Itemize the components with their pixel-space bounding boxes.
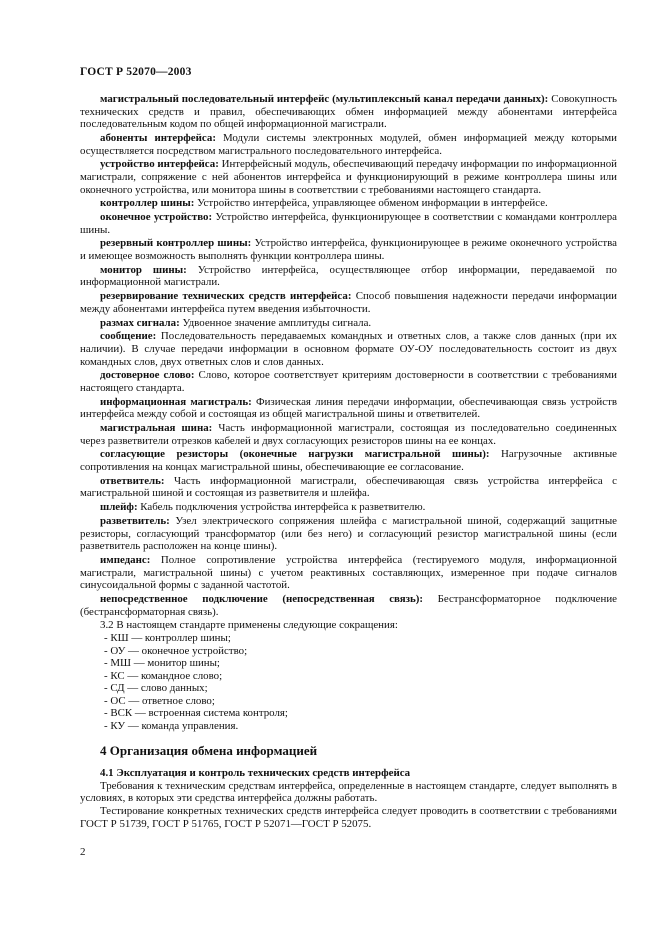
definition-term: импеданс: [100,553,151,566]
definition-paragraph [80,158,617,196]
abbreviation-item: - СД — слово данных; [104,682,208,695]
definition-text: Устройство интерфейса, функционирующее в режиме оконечного устройства и имеющее возможность выполнять функции контроллера шины. [80,237,618,263]
document-header: ГОСТ Р 52070—2003 [80,66,192,78]
definition-text: Устройство интерфейса, функционирующее в соответствии с командами контроллера шины. [80,211,617,236]
definition-text: Модули системы электронных модулей, обмен информацией между которыми осуществляется посредством магистрального последовательного интерфейса. [80,131,618,157]
definition-term: шлейф: [100,501,138,514]
definition-term: резервирование технических средств интерфейса: [100,290,352,303]
definition-text: Часть информационной магистрали, обеспечивающая связь устройства интерфейса с магистральной шиной и состоящая из разветвителя и шлейфа. [80,474,617,500]
definition-term: согласующие резисторы (оконечные нагрузки магистральной шины): [100,448,490,461]
definition-text: Удвоенное значение амплитуды сигнала. [179,316,372,329]
abbreviations-list [80,632,617,733]
definition-paragraph [80,290,617,315]
abbreviations-intro: 3.2 В настоящем стандарте применены следующие сокращения: [100,619,398,632]
definition-term: магистральный последовательный интерфейс (мультиплексный канал передачи данных): [100,93,549,105]
definition-paragraph [80,501,617,514]
definition-paragraph [80,264,617,289]
body-paragraph: Тестирование конкретных технических средств интерфейса следует проводить в соответствии с требованиями ГОСТ Р 51739, ГОСТ Р 51765, ГОСТ Р 52071—ГОСТ Р 52075. [80,805,617,830]
definition-paragraph [80,93,617,131]
definition-paragraph [80,369,617,394]
definition-text: Бестрансформаторное подключение (бестрансформаторная связь). [80,592,617,618]
abbreviation-item: - ОС — ответное слово; [104,694,215,707]
definition-term: контроллер шины: [100,197,195,210]
definition-text: Узел электрического сопряжения шлейфа с магистральной шиной, содержащий защитные резисторы, согласующий трансформатор (или без него) и согласующий резистор магистральной шины (если разветвитель расположен на конце шины). [80,515,617,553]
abbreviation-item: - КУ — команда управления. [104,720,239,733]
definition-term: ответвитель: [100,474,165,487]
body-paragraphs [80,780,617,830]
definition-text: Часть информационной магистрали, состоящая из последовательно соединенных через разветвители отрезков кабелей и двух согласующих резисторов шины на ее концах. [80,422,617,447]
definition-term: разветвитель: [100,515,170,527]
definition-text: Устройство интерфейса, осуществляющее отбор информации, передаваемой по информационной магистрали. [80,263,617,289]
definition-text: Совокупность технических средств и правил, обеспечивающих обмен информацией между абонентами интерфейса последовательным кодом по общей информационной магистрали. [80,93,617,131]
definition-paragraph [80,475,617,500]
body-paragraph: Требования к техническим средствам интерфейса, определенные в настоящем стандарте, следует выполнять в условиях, в которых эти средства интерфейса должны работать. [80,779,617,805]
abbreviation-item: - ВСК — встроенная система контроля; [104,707,288,720]
abbreviation-item: - КС — командное слово; [104,669,223,682]
definition-paragraph [80,593,617,618]
page-number: 2 [80,846,86,858]
definition-paragraph [80,330,617,368]
definition-paragraph [80,554,617,592]
definition-text: Устройство интерфейса, управляющее обменом информации в интерфейсе. [194,197,548,210]
definition-term: монитор шины: [100,263,187,276]
abbreviation-item: - КШ — контроллер шины; [104,631,231,644]
definition-text: Физическая линия передачи информации, обеспечивающая связь устройств интерфейса между собой и состоящая из общей магистральной шины и ответвителей. [80,395,617,421]
definition-term: информационная магистраль: [100,395,252,408]
abbreviation-item: - МШ — монитор шины; [104,657,220,670]
definition-paragraph [80,132,617,157]
definition-term: достоверное слово: [100,369,195,382]
definition-term: резервный контроллер шины: [100,237,252,250]
definition-paragraph [80,197,617,210]
definitions-list [80,93,617,618]
definition-text: Интерфейсный модуль, обеспечивающий передачу информации по информационной магистрали, сопряжение с ней абонентов интерфейса и функционирующий в режиме контроллера шины или оконечного устройства, или монитора шины в соответствии с требованиями настоящего стандарта. [80,158,617,196]
definition-term: абоненты интерфейса: [100,131,216,144]
definition-term: оконечное устройство: [100,211,213,224]
document-body [80,93,617,830]
definition-paragraph [80,422,617,447]
definition-text: Последовательность передаваемых командных и ответных слов, а также слов данных (при их наличии). В случае передачи информации в основном формате ОУ-ОУ последовательность состоит из двух командных слов, двух ответных слов и слов данных. [80,330,617,368]
definition-term: сообщение: [100,330,157,343]
subsection-title: 4.1 Эксплуатация и контроль технических средств интерфейса [100,767,411,780]
definition-paragraph [80,317,617,330]
definition-text: Нагрузочные активные сопротивления на концах магистральной шины, обеспечивающие ее согласование. [80,448,618,474]
definition-term: магистральная шина: [100,422,213,435]
abbreviation-item: - ОУ — оконечное устройство; [104,644,248,657]
definition-paragraph [80,448,617,473]
definition-term: размах сигнала: [100,316,180,329]
definition-text: Слово, которое соответствует критериям достоверности в соответствии с требованиями настоящего стандарта. [80,369,617,394]
definition-paragraph [80,211,617,236]
definition-paragraph [80,515,617,553]
definition-paragraph [80,396,617,421]
definition-text: Полное сопротивление устройства интерфейса (тестируемого модуля, информационной магистрали, магистральной шины) с учетом реактивных составляющих, измеренное при подаче сигналов синусоидальной формы с заданной частотой. [80,553,617,592]
definition-term: устройство интерфейса: [100,158,219,171]
definition-text: Кабель подключения устройства интерфейса к разветвителю. [137,501,426,514]
definition-term: непосредственное подключение (непосредственная связь): [100,592,424,605]
definition-text: Способ повышения надежности передачи информации между абонентами интерфейса путем введения избыточности. [80,290,617,315]
definition-paragraph [80,237,617,262]
section-title: 4 Организация обмена информацией [100,742,318,758]
